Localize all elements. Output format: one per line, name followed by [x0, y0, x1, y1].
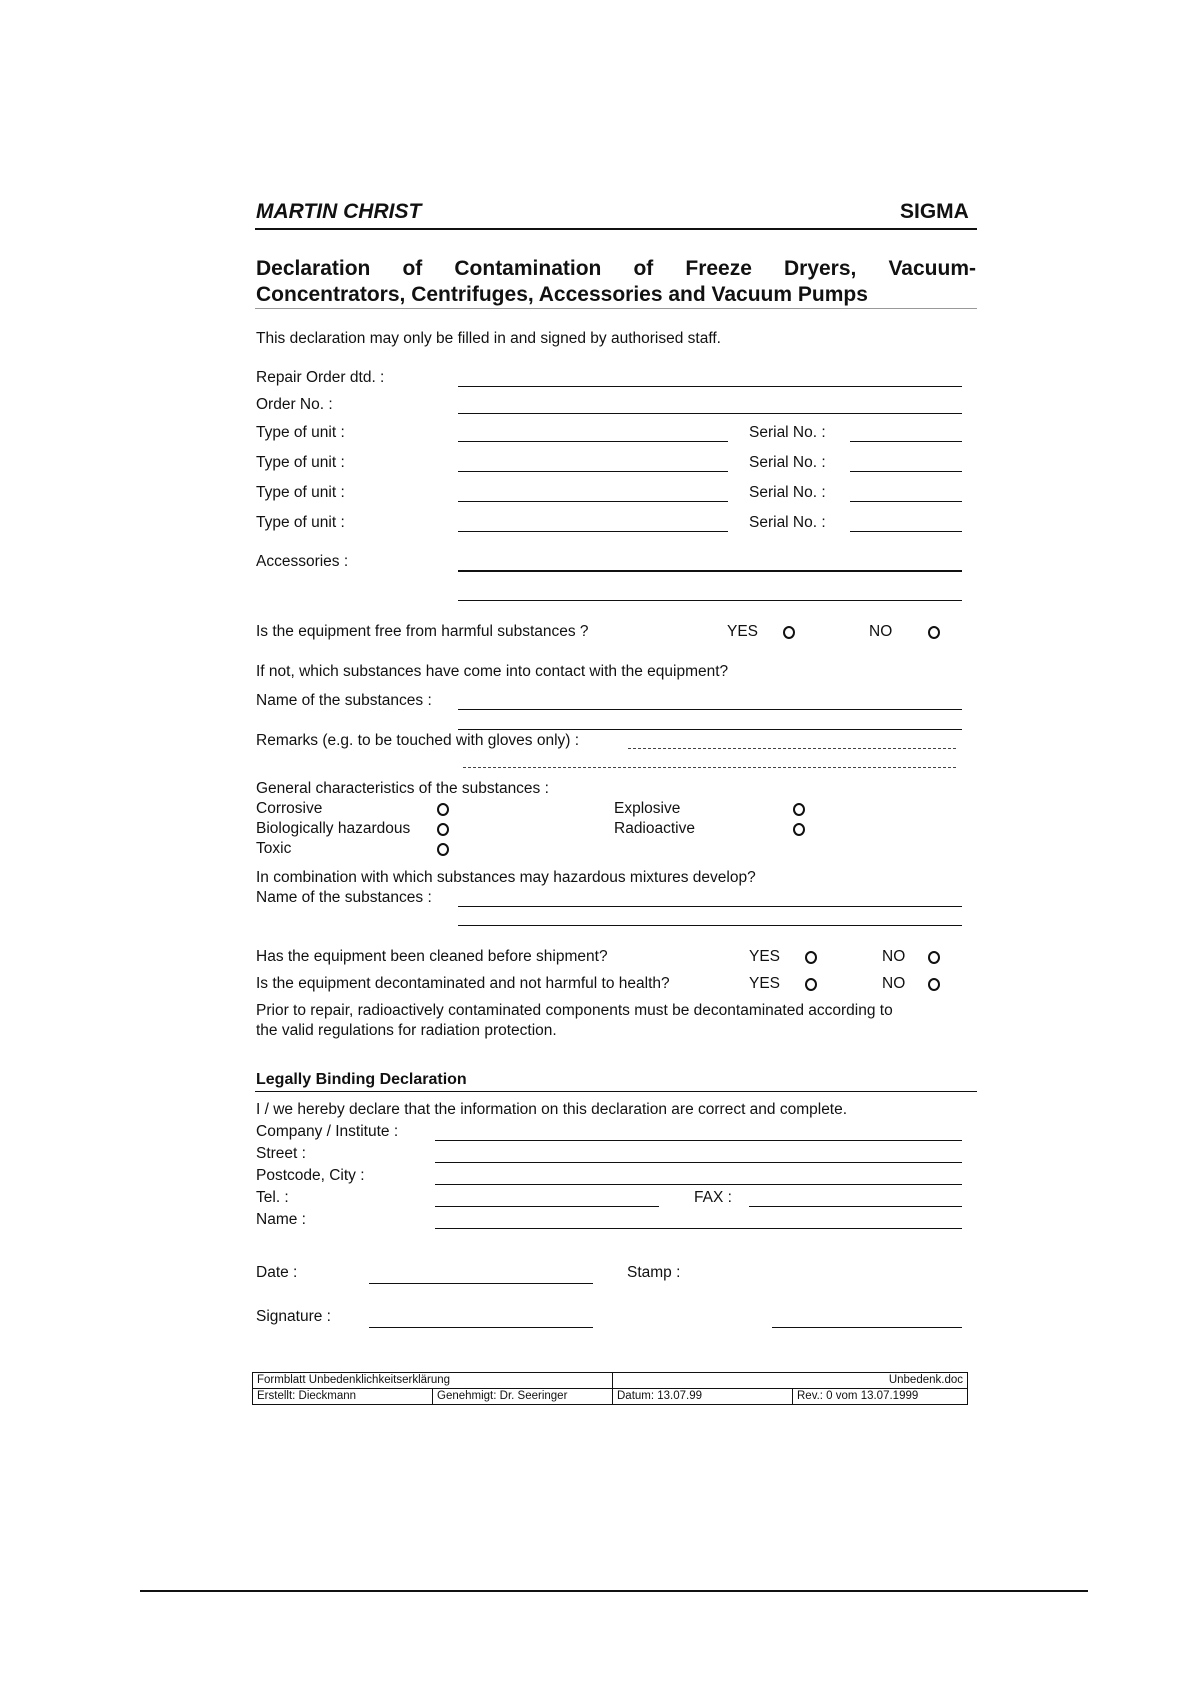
serial-no-field-1[interactable]: [850, 441, 962, 442]
toxic-radio[interactable]: [437, 843, 449, 856]
characteristics-heading: General characteristics of the substances :: [256, 780, 549, 797]
decontam-question: Is the equipment decontaminated and not harmful to health?: [256, 975, 670, 992]
type-of-unit-field-1[interactable]: [458, 441, 728, 442]
type-of-unit-label-1: Type of unit :: [256, 424, 345, 441]
combination-substances-label: Name of the substances :: [256, 889, 432, 906]
remarks-field-2[interactable]: [463, 767, 956, 768]
street-field[interactable]: [435, 1162, 962, 1163]
type-of-unit-field-3[interactable]: [458, 501, 728, 502]
type-of-unit-field-4[interactable]: [458, 531, 728, 532]
remarks-label: Remarks (e.g. to be touched with gloves only) :: [256, 732, 580, 749]
title-line-1: Declaration of Contamination of Freeze Dryers, Vacuum-: [256, 257, 976, 280]
substances-label: Name of the substances :: [256, 692, 432, 709]
cleaned-no-label: NO: [882, 948, 906, 965]
free-question: Is the equipment free from harmful substances ?: [256, 623, 589, 640]
footer-table: [252, 1372, 968, 1405]
bio-label: Biologically hazardous: [256, 820, 411, 837]
serial-no-label-4: Serial No. :: [749, 514, 826, 531]
cleaned-no-radio[interactable]: [928, 951, 940, 964]
serial-no-field-2[interactable]: [850, 471, 962, 472]
footer-form-title: Formblatt Unbedenklichkeitserklärung: [253, 1373, 613, 1389]
legal-rule: [255, 1091, 977, 1092]
remarks-field-1[interactable]: [628, 748, 956, 749]
accessories-field-1[interactable]: [458, 570, 962, 572]
company-label: Company / Institute :: [256, 1123, 399, 1140]
cleaned-question: Has the equipment been cleaned before shipment?: [256, 948, 608, 965]
radioactive-radio[interactable]: [793, 823, 805, 836]
type-of-unit-label-3: Type of unit :: [256, 484, 345, 501]
legal-heading: Legally Binding Declaration: [256, 1071, 467, 1088]
page-bottom-rule: [140, 1590, 1088, 1592]
footer-created: Erstellt: Dieckmann: [253, 1389, 433, 1405]
footer-file: Unbedenk.doc: [613, 1373, 968, 1389]
combination-text: In combination with which substances may hazardous mixtures develop?: [256, 869, 756, 886]
date-field[interactable]: [369, 1283, 593, 1284]
accessories-label: Accessories :: [256, 553, 349, 570]
stamp-label: Stamp :: [627, 1264, 681, 1281]
toxic-label: Toxic: [256, 840, 292, 857]
name-label: Name :: [256, 1211, 306, 1228]
tel-label: Tel. :: [256, 1189, 289, 1206]
prior-repair-line-1: Prior to repair, radioactively contaminated components must be decontaminated according to: [256, 1002, 893, 1019]
cleaned-yes-radio[interactable]: [805, 951, 817, 964]
serial-no-label-2: Serial No. :: [749, 454, 826, 471]
footer-date: Datum: 13.07.99: [613, 1389, 793, 1405]
type-of-unit-label-2: Type of unit :: [256, 454, 345, 471]
decontam-yes-label: YES: [749, 975, 781, 992]
tel-field[interactable]: [435, 1206, 659, 1207]
company-field[interactable]: [435, 1140, 962, 1141]
explosive-label: Explosive: [614, 800, 681, 817]
type-of-unit-label-4: Type of unit :: [256, 514, 345, 531]
free-yes-label: YES: [727, 623, 759, 640]
decontam-no-label: NO: [882, 975, 906, 992]
date-label: Date :: [256, 1264, 298, 1281]
radioactive-label: Radioactive: [614, 820, 695, 837]
serial-no-field-3[interactable]: [850, 501, 962, 502]
legal-statement: I / we hereby declare that the information on this declaration are correct and complete.: [256, 1101, 848, 1118]
header-rule: [255, 228, 977, 230]
if-not-text: If not, which substances have come into contact with the equipment?: [256, 663, 729, 680]
serial-no-label-3: Serial No. :: [749, 484, 826, 501]
street-label: Street :: [256, 1145, 306, 1162]
accessories-field-2[interactable]: [458, 600, 962, 601]
decontam-yes-radio[interactable]: [805, 978, 817, 991]
free-yes-radio[interactable]: [783, 626, 795, 639]
serial-no-field-4[interactable]: [850, 531, 962, 532]
substances-field-1[interactable]: [458, 709, 962, 710]
explosive-radio[interactable]: [793, 803, 805, 816]
corrosive-radio[interactable]: [437, 803, 449, 816]
substances-field-2[interactable]: [458, 729, 962, 730]
combination-field-2[interactable]: [458, 925, 962, 926]
corrosive-label: Corrosive: [256, 800, 323, 817]
postcode-field[interactable]: [435, 1184, 962, 1185]
postcode-label: Postcode, City :: [256, 1167, 365, 1184]
order-no-field[interactable]: [458, 413, 962, 414]
type-of-unit-field-2[interactable]: [458, 471, 728, 472]
order-no-label: Order No. :: [256, 396, 333, 413]
repair-order-field[interactable]: [458, 386, 962, 387]
free-no-label: NO: [869, 623, 893, 640]
combination-field-1[interactable]: [458, 906, 962, 907]
footer-rev: Rev.: 0 vom 13.07.1999: [793, 1389, 968, 1405]
fax-label: FAX :: [694, 1189, 732, 1206]
footer-approved: Genehmigt: Dr. Seeringer: [433, 1389, 613, 1405]
title-line-2: Concentrators, Centrifuges, Accessories and Vacuum Pumps: [256, 283, 868, 306]
cleaned-yes-label: YES: [749, 948, 781, 965]
company-name: MARTIN CHRIST: [256, 200, 422, 223]
fax-field[interactable]: [749, 1206, 962, 1207]
stamp-signature-field[interactable]: [772, 1327, 962, 1328]
prior-repair-line-2: the valid regulations for radiation protection.: [256, 1022, 557, 1039]
name-field[interactable]: [435, 1228, 962, 1229]
bio-radio[interactable]: [437, 823, 449, 836]
title-rule: [255, 308, 977, 309]
page-title: [256, 256, 976, 308]
free-no-radio[interactable]: [928, 626, 940, 639]
intro-text: This declaration may only be filled in and signed by authorised staff.: [256, 330, 721, 347]
repair-order-label: Repair Order dtd. :: [256, 369, 385, 386]
signature-label: Signature :: [256, 1308, 331, 1325]
signature-field[interactable]: [369, 1327, 593, 1328]
brand-name: SIGMA: [900, 200, 969, 223]
serial-no-label-1: Serial No. :: [749, 424, 826, 441]
decontam-no-radio[interactable]: [928, 978, 940, 991]
